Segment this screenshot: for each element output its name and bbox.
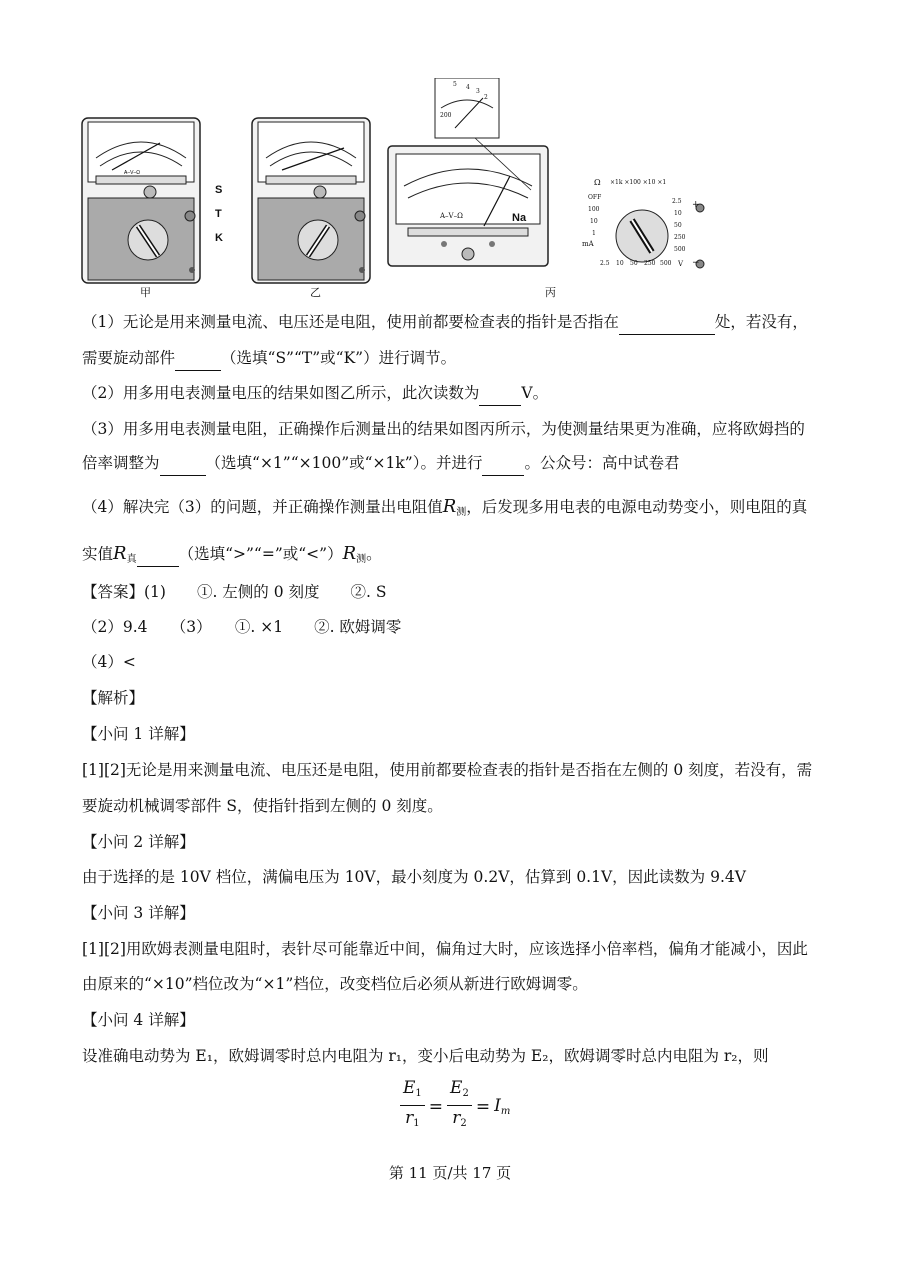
q4-b1: 实值: [82, 545, 114, 563]
dial-v-right-10: 10: [674, 210, 682, 217]
q2-line: [82, 383, 548, 406]
analysis-p3a: [1][2]用欧姆表测量电阻时，表针尽可能靠近中间，偏角过大时，应该选择小倍率档，偏角才能减小，因此: [82, 940, 808, 958]
analysis-h1: 【小问 1 详解】: [82, 725, 195, 743]
answer-line1: 【答案】(1) ①. 左侧的 0 刻度 ②. S: [82, 583, 387, 601]
equation: [400, 1077, 510, 1136]
q3-a: （3）用多用电表测量电阻，正确操作后测量出的结果如图丙所示，为使测量结果更为准确，应将欧姆挡的: [82, 420, 805, 438]
figure-multimeters: [80, 78, 720, 300]
meter-face-label: A–V–Ω: [440, 212, 463, 220]
q4-R-zhen: R: [113, 543, 127, 564]
inset-tick-3: 3: [476, 88, 480, 95]
answer-line3: （4）<: [82, 653, 136, 671]
dial-plus: +: [692, 200, 700, 210]
page-footer: 第 11 页/共 17 页: [388, 1164, 512, 1182]
dial-v-right-500: 500: [674, 246, 686, 253]
dial-ohm-ranges: ×1k ×100 ×10 ×1: [610, 179, 667, 186]
label-jia: 甲: [140, 286, 151, 299]
eq-r1-sub: 1: [413, 1118, 420, 1129]
label-yi: 乙: [310, 286, 321, 299]
q4-b2: （选填“>”“=”或“<”）: [178, 545, 343, 563]
dial-ma-label: mA: [582, 240, 594, 248]
q3-b2: （选填“×1”“×100”或“×1k”）。并进行: [205, 454, 483, 472]
q2-b: V。: [521, 384, 549, 402]
q3-b3: 。公众号：高中试卷君: [524, 454, 680, 472]
q4-line1: [82, 494, 807, 520]
eq-I-sub: m: [500, 1106, 511, 1117]
dial-v-right-50: 50: [674, 222, 682, 229]
dial-off: OFF: [588, 194, 602, 201]
eq-equals-1: =: [428, 1096, 444, 1117]
q3-blank1: [160, 453, 206, 476]
eq-E2-sub: 2: [462, 1088, 469, 1099]
q1-line2: [82, 348, 456, 371]
dial-ohm-label: Ω: [594, 178, 601, 187]
q2-a: （2）用多用电表测量电压的结果如图乙所示，此次读数为: [82, 384, 480, 402]
analysis-h2: 【小问 2 详解】: [82, 833, 195, 851]
dial-v-bottom-500: 500: [660, 260, 672, 267]
dial-detail: [616, 204, 704, 268]
dial-v-label: V: [678, 260, 684, 268]
q1-line2-b: （选填“S”“T”或“K”）进行调节。: [221, 349, 457, 367]
inset-tick-2: 2: [484, 94, 488, 101]
q2-blank: [479, 383, 521, 406]
dial-v-bottom-250: 250: [644, 260, 656, 267]
analysis-p3b: 由原来的“×10”档位改为“×1”档位，改变档位后必须从新进行欧姆调零。: [82, 975, 588, 993]
analysis-p1a: [1][2]无论是用来测量电流、电压还是电阻，使用前都要检查表的指针是否指在左侧的 0 刻度，若没有，需: [82, 761, 813, 779]
inset-tick-200: 200: [440, 112, 452, 119]
dial-minus: −: [692, 258, 700, 268]
label-bing: 丙: [545, 286, 556, 299]
q4-R-ce-sub: 测: [456, 507, 467, 518]
q3-b1: 倍率调整为: [82, 454, 160, 472]
fraction-e1-r1: [400, 1077, 425, 1136]
label-T: T: [215, 208, 222, 220]
multimeter-figure-svg: [80, 78, 720, 300]
fraction-e2-r2: [447, 1077, 472, 1136]
eq-I: I: [494, 1096, 501, 1116]
dial-v-bottom-50: 50: [630, 260, 638, 267]
dial-v-right-250: 250: [674, 234, 686, 241]
q4-line2: [82, 541, 382, 567]
inset-tick-4: 4: [466, 84, 470, 91]
eq-r2: r: [452, 1108, 461, 1128]
analysis-p4: 设准确电动势为 E₁，欧姆调零时总内电阻为 r₁，变小后电动势为 E₂，欧姆调零时总内电阻为 r₂，则: [82, 1047, 769, 1065]
eq-E1-sub: 1: [415, 1088, 422, 1099]
svg-text:A–V–Ω: A–V–Ω: [124, 170, 140, 176]
dial-v-bottom-10: 10: [616, 260, 624, 267]
label-Na: Na: [512, 212, 527, 224]
eq-E2: E: [450, 1078, 463, 1098]
meter-yi: [252, 118, 370, 283]
meter-jia: [82, 118, 200, 283]
analysis-h3: 【小问 3 详解】: [82, 904, 195, 922]
eq-r2-sub: 2: [460, 1118, 467, 1129]
analysis-p2: 由于选择的是 10V 档位，满偏电压为 10V，最小刻度为 0.2V，估算到 0.1V，因此读数为 9.4V: [82, 868, 746, 886]
inset-tick-5: 5: [453, 81, 457, 88]
eq-equals-2: =: [475, 1096, 491, 1117]
dial-ma-1: 1: [592, 230, 596, 237]
q3-line2: [82, 453, 680, 476]
q3-blank2: [482, 453, 524, 476]
meter-bing: [388, 146, 548, 266]
q4-blank: [137, 544, 179, 567]
analysis-p1b: 要旋动机械调零部件 S，使指针指到左侧的 0 刻度。: [82, 797, 443, 815]
answer-line2: （2）9.4 （3） ①. ×1 ②. 欧姆调零: [82, 618, 402, 636]
label-K: K: [215, 232, 223, 244]
q1-suffix: 处，若没有，: [714, 313, 808, 331]
label-S: S: [215, 184, 223, 196]
q1-blank2: [175, 348, 221, 371]
q4-R-ce: R: [442, 496, 457, 517]
q4-a2: ，后发现多用电表的电源电动势变小，则电阻的真: [466, 498, 808, 516]
q4-R-zhen-sub: 真: [126, 554, 137, 565]
eq-r1: r: [405, 1108, 414, 1128]
q4-R-ce-2-sub: 测: [356, 554, 367, 565]
q1-prefix: （1）无论是用来测量电流、电压还是电阻，使用前都要检查表的指针是否指在: [82, 313, 619, 331]
q4-a1: （4）解决完（3）的问题，并正确操作测量出电阻值: [82, 498, 443, 516]
dial-ma-10: 10: [590, 218, 598, 225]
q4-b3: 。: [366, 545, 382, 563]
q4-R-ce-2: R: [342, 543, 357, 564]
q1-line1: [82, 312, 808, 335]
dial-v-right-2_5: 2.5: [672, 198, 682, 205]
analysis-title: 【解析】: [82, 689, 145, 707]
q3-line1: [82, 419, 805, 441]
dial-ma-100: 100: [588, 206, 600, 213]
q1-line2-a: 需要旋动部件: [82, 349, 176, 367]
dial-v-bottom-2_5: 2.5: [600, 260, 610, 267]
eq-E1: E: [403, 1078, 416, 1098]
analysis-h4: 【小问 4 详解】: [82, 1011, 195, 1029]
q1-blank1: [619, 312, 715, 335]
